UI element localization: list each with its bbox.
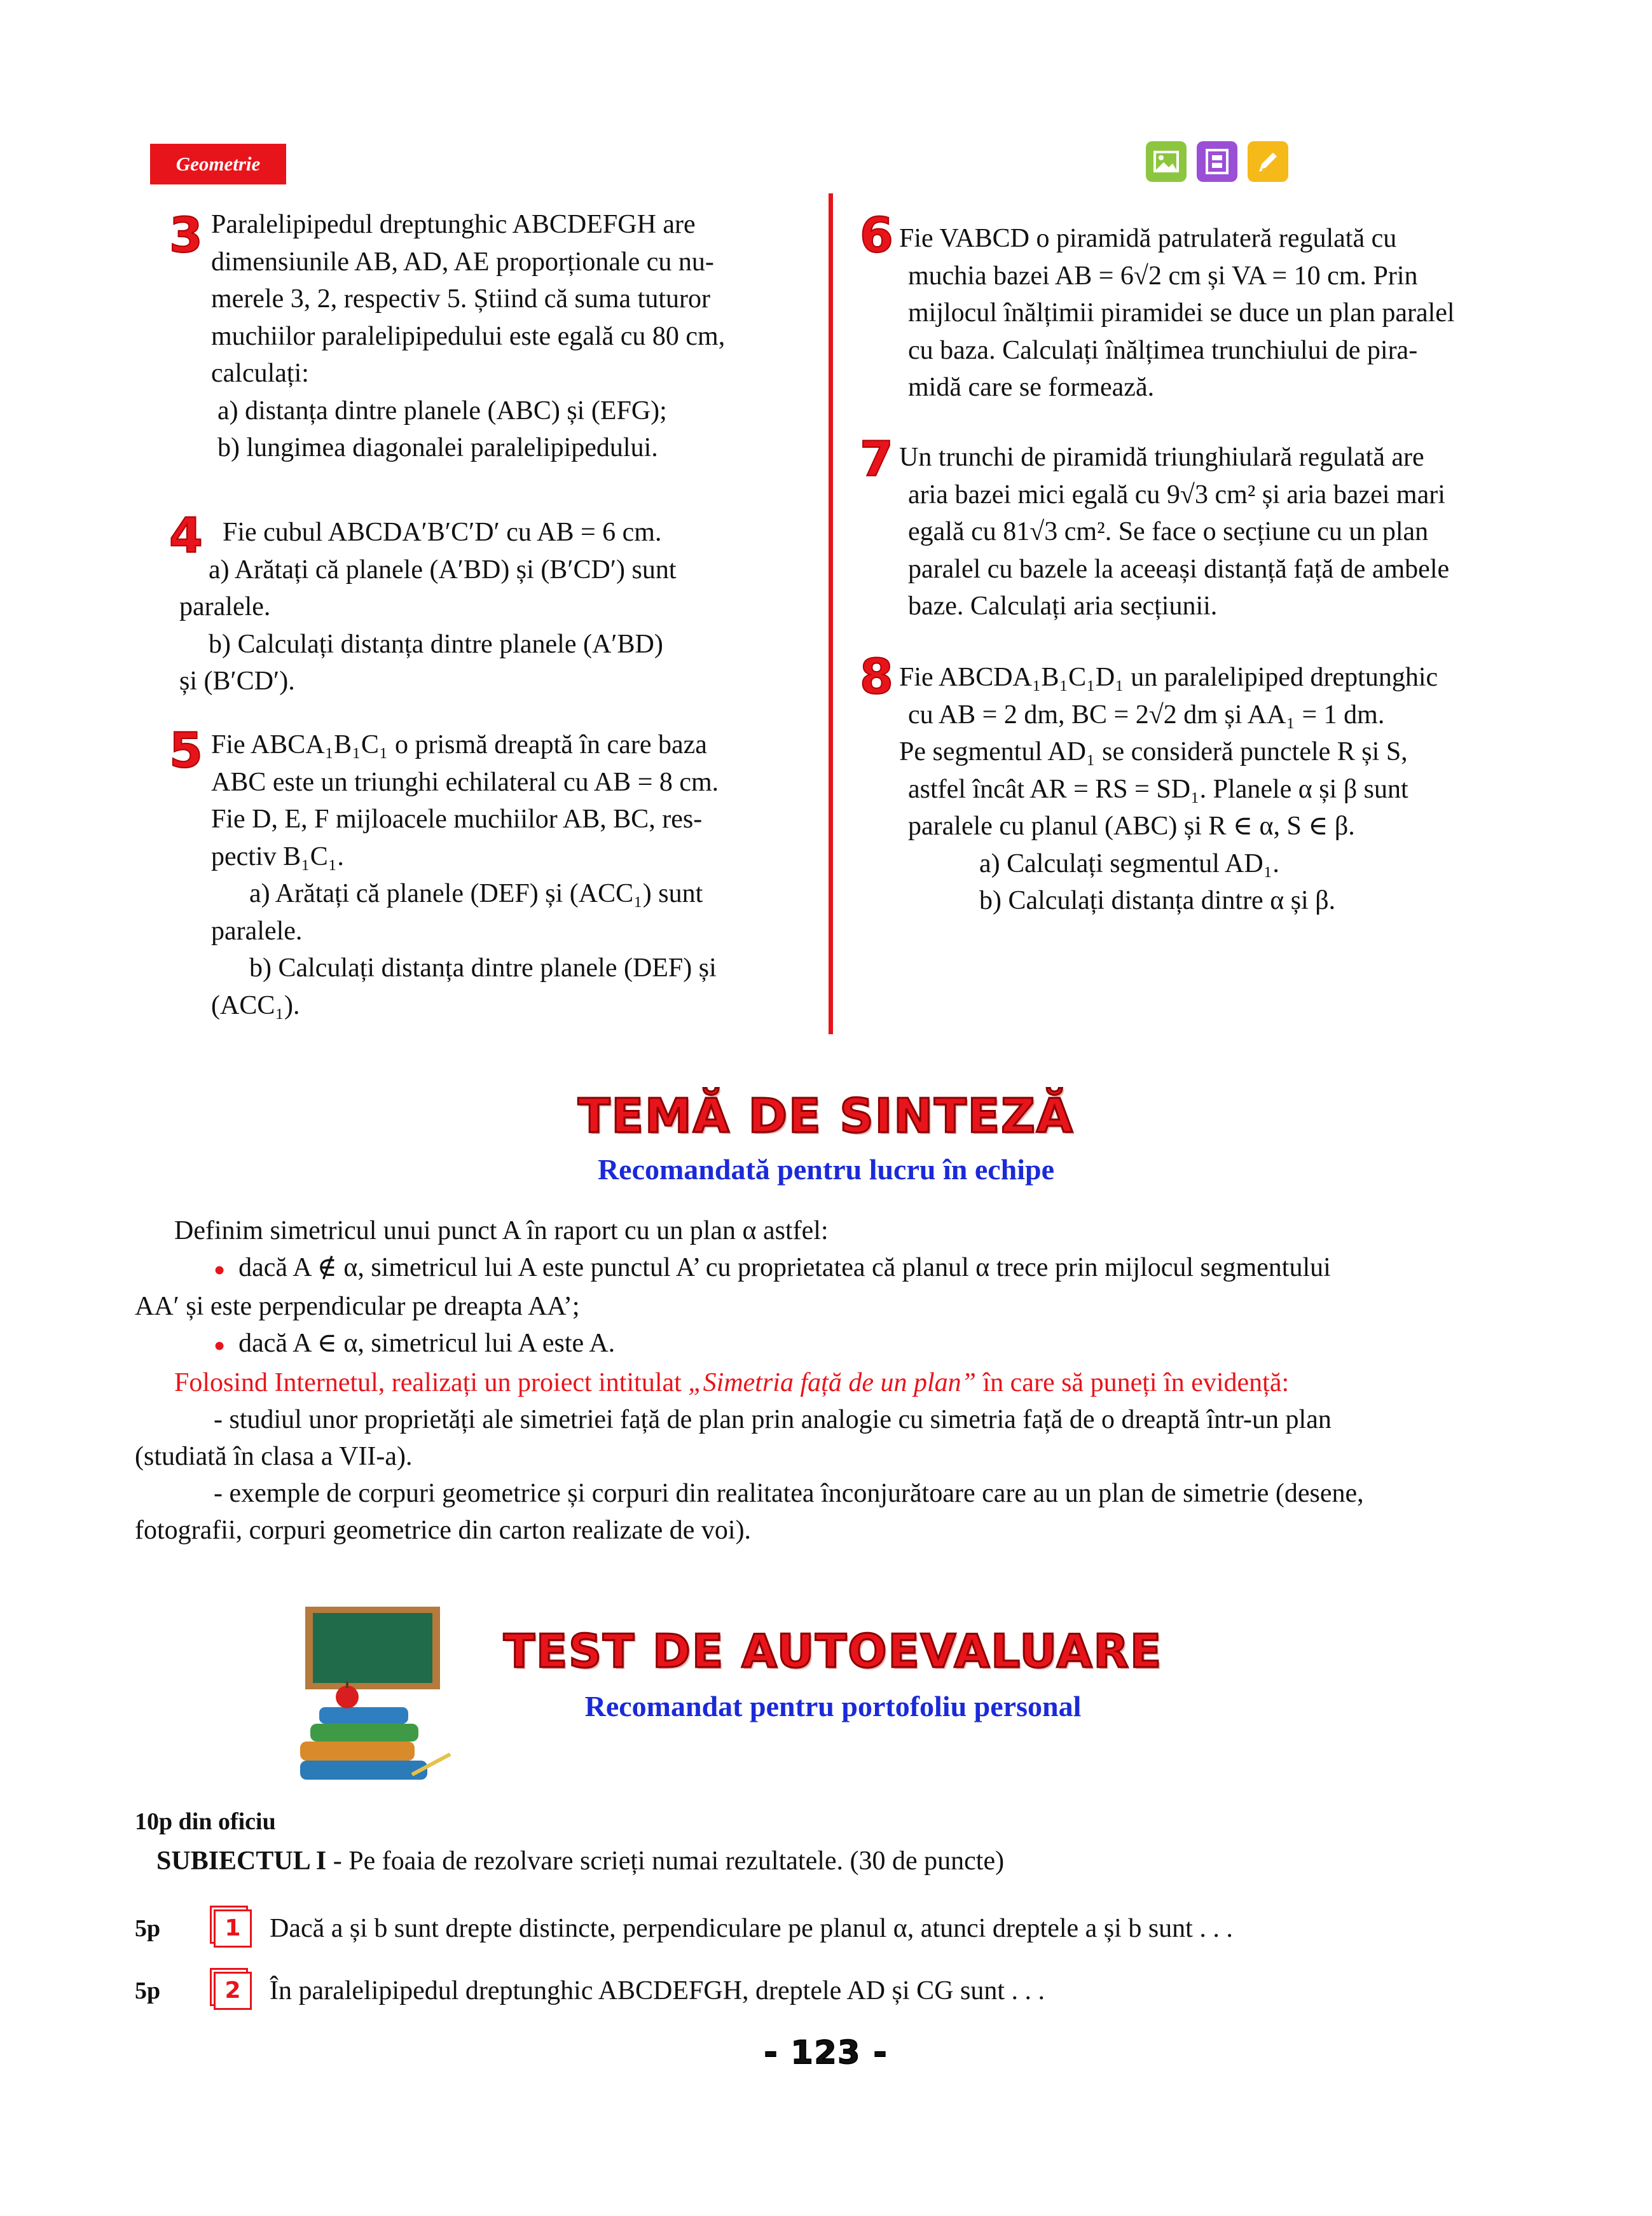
- problem-line: b) Calculați distanța dintre planele (A′BD): [209, 629, 663, 659]
- task-text: în care să puneți în evidență:: [976, 1368, 1290, 1397]
- problem-line: Fie ABCDA₁B₁C₁D₁ un paralelipiped dreptunghic: [899, 663, 1438, 692]
- problem-line: a) Arătați că planele (A′BD) și (B′CD′) sunt: [209, 555, 677, 585]
- task-item-cont: (studiată în clasa a VII-a).: [135, 1441, 413, 1471]
- problem-line: Fie cubul ABCDA′B′C′D′ cu AB = 6 cm.: [223, 518, 662, 547]
- problem-line: a) distanța dintre planele (ABC) și (EFG);: [217, 396, 667, 426]
- problem-line: b) Calculați distanța dintre planele (DEF) și: [249, 953, 717, 983]
- bullet-icon: ●: [214, 1334, 226, 1356]
- problem-line: astfel încât AR = RS = SD₁. Planele α și β sunt: [908, 774, 1408, 804]
- books-blackboard-illustration: [279, 1602, 457, 1786]
- film-icon[interactable]: [1197, 141, 1237, 182]
- problem-line: pectiv B₁C₁.: [211, 841, 344, 871]
- problem-line: dimensiunile AB, AD, AE proporționale cu nu-: [211, 247, 714, 277]
- problem-number: 8: [860, 648, 893, 705]
- task-text: Folosind Internetul, realizați un proiect intitulat: [174, 1368, 689, 1397]
- question-number-box: 2: [214, 1972, 252, 2010]
- problem-line: muchia bazei AB = 6√2 cm și VA = 10 cm. Prin: [908, 261, 1418, 291]
- problem-line: Un trunchi de piramidă triunghiulară regulată are: [899, 443, 1424, 472]
- synthesis-subtitle: Recomandată pentru lucru în echipe: [597, 1153, 1055, 1186]
- problem-line: Fie ABCA₁B₁C₁ o prismă dreaptă în care baza: [211, 730, 707, 759]
- subject-label: SUBIECTUL I: [156, 1846, 327, 1876]
- column-divider: [829, 193, 833, 1034]
- task-title: „Simetria față de un plan”: [688, 1368, 976, 1397]
- synthesis-title: TEMĂ DE SINTEZĂ: [577, 1089, 1075, 1144]
- media-icons: [1146, 141, 1288, 182]
- problem-number: 7: [860, 431, 893, 487]
- problem-line: Paralelipipedul dreptunghic ABCDEFGH are: [211, 210, 696, 239]
- problem-line: mijlocul înălțimii piramidei se duce un plan paralel: [908, 298, 1455, 328]
- bullet-icon: ●: [214, 1259, 226, 1280]
- problem-number: 5: [169, 722, 203, 779]
- synthesis-body: [135, 1212, 1527, 1549]
- synthesis-bullet-cont: AA′ și este perpendicular pe dreapta AA’;: [135, 1292, 580, 1322]
- test-title: TEST DE AUTOEVALUARE: [503, 1624, 1163, 1678]
- question-row: [135, 1909, 1534, 1948]
- test-subtitle: Recomandat pentru portofoliu personal: [584, 1690, 1082, 1722]
- problem-line: paralele cu planul (ABC) și R ∈ α, S ∈ β.: [908, 812, 1355, 841]
- problem-line: paralele.: [211, 916, 303, 946]
- problem-line: și (B′CD′).: [179, 667, 295, 696]
- problem-line: cu AB = 2 dm, BC = 2√2 dm și AA₁ = 1 dm.: [908, 700, 1385, 730]
- problem-8: [860, 648, 1534, 920]
- problem-line: b) lungimea diagonalei paralelipipedului.: [217, 433, 658, 462]
- problem-line: egală cu 81√3 cm². Se face o secțiune cu un plan: [908, 517, 1429, 546]
- problem-line: Fie D, E, F mijloacele muchiilor AB, BC, res-: [211, 805, 703, 834]
- task-item-cont: fotografii, corpuri geometrice din carton realizate de voi).: [135, 1515, 752, 1545]
- question-points: 5p: [135, 1915, 161, 1942]
- problem-7: [860, 431, 1534, 625]
- synthesis-bullet: dacă A ∈ α, simetricul lui A este A.: [238, 1329, 616, 1359]
- question-text: Dacă a și b sunt drepte distincte, perpendiculare pe planul α, atunci dreptele a și b sunt . . .: [270, 1914, 1233, 1943]
- problem-line: Pe segmentul AD₁ se consideră punctele R și S,: [899, 737, 1408, 766]
- problem-line: merele 3, 2, respectiv 5. Știind că suma tuturor: [211, 284, 710, 314]
- problem-line: b) Calculați distanța dintre α și β.: [979, 886, 1336, 915]
- problem-line: paralele.: [179, 592, 271, 621]
- synthesis-intro: Definim simetricul unui punct A în raport cu un plan α astfel:: [174, 1216, 829, 1245]
- problem-line: Fie VABCD o piramidă patrulateră regulată cu: [899, 224, 1397, 253]
- question-number-box: 1: [214, 1909, 252, 1948]
- problem-line: (ACC₁).: [211, 990, 300, 1020]
- task-item: - studiul unor proprietăți ale simetriei față de plan prin analogie cu simetria față de o dreaptă într-un plan: [214, 1404, 1332, 1434]
- problem-number: 3: [169, 207, 203, 263]
- task-item: - exemple de corpuri geometrice și corpuri din realitatea înconjurătoare care au un plan de simetrie (desene,: [214, 1478, 1364, 1508]
- left-column: [169, 206, 795, 467]
- problem-line: aria bazei mici egală cu 9√3 cm² și aria bazei mari: [908, 480, 1445, 509]
- problem-line: paralel cu bazele la aceeași distanță față de ambele: [908, 554, 1450, 584]
- problem-line: muchiilor paralelipipedului este egală cu 80 cm,: [211, 321, 726, 351]
- subject-heading: [156, 1846, 1004, 1876]
- problem-line: ABC este un triunghi echilateral cu AB = 8 cm.: [211, 767, 719, 797]
- problem-6: [860, 207, 1534, 406]
- chapter-tag: Geometrie: [150, 144, 286, 184]
- synthesis-bullet: dacă A ∉ α, simetricul lui A este punctul A’ cu proprietatea că planul α trece prin mijlocul segmentului: [238, 1253, 1331, 1282]
- question-points: 5p: [135, 1977, 161, 2004]
- question-row: [135, 1972, 1534, 2010]
- image-icon[interactable]: [1146, 141, 1187, 182]
- subject-instructions: - Pe foaia de rezolvare scrieți numai rezultatele. (30 de puncte): [326, 1846, 1005, 1876]
- problem-5: [169, 722, 795, 1024]
- problem-line: a) Calculați segmentul AD₁.: [979, 848, 1279, 878]
- problem-number: 6: [860, 207, 893, 263]
- problem-4: [169, 507, 795, 700]
- problem-line: a) Arătați că planele (DEF) și (ACC₁) sunt: [249, 879, 703, 908]
- oficiu-points: 10p din oficiu: [135, 1808, 276, 1835]
- page-number: - 123 -: [764, 2034, 888, 2071]
- question-text: În paralelipipedul dreptunghic ABCDEFGH, dreptele AD și CG sunt . . .: [270, 1976, 1045, 2005]
- problem-line: calculați:: [211, 359, 309, 388]
- problem-line: cu baza. Calculați înălțimea trunchiului de pira-: [908, 335, 1418, 365]
- problem-number: 4: [169, 507, 203, 564]
- pencil-icon[interactable]: [1248, 141, 1288, 182]
- problem-line: baze. Calculați aria secțiunii.: [908, 592, 1218, 621]
- problem-line: midă care se formează.: [908, 373, 1155, 402]
